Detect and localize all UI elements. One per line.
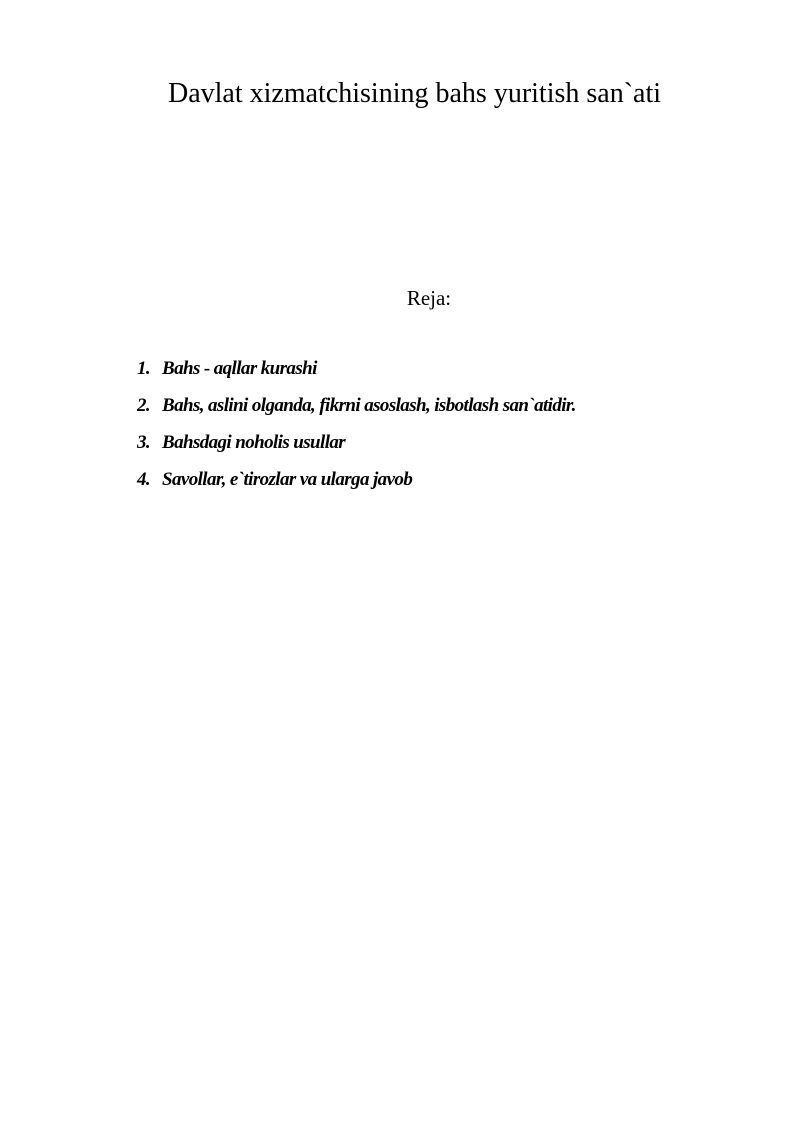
plan-heading: Reja: bbox=[406, 286, 452, 310]
plan-list-item bbox=[137, 393, 576, 430]
plan-item-text: Bahs, aslini olganda, fikrni asoslash, isbotlash san`atidir. bbox=[162, 395, 576, 416]
plan-list-item bbox=[137, 430, 576, 467]
plan-list-item bbox=[137, 467, 576, 504]
plan-item-number: 1. bbox=[137, 358, 151, 379]
plan-item-number: 4. bbox=[137, 469, 151, 490]
plan-item-text: Bahsdagi noholis usullar bbox=[162, 432, 346, 453]
plan-item-text: Bahs - aqllar kurashi bbox=[162, 358, 317, 379]
document-title: Davlat xizmatchisining bahs yuritish san`ati bbox=[168, 78, 662, 109]
plan-item-number: 3. bbox=[137, 432, 151, 453]
plan-item-text: Savollar, e`tirozlar va ularga javob bbox=[162, 469, 413, 490]
plan-list bbox=[137, 356, 576, 504]
plan-item-number: 2. bbox=[137, 395, 151, 416]
plan-list-item bbox=[137, 356, 576, 393]
